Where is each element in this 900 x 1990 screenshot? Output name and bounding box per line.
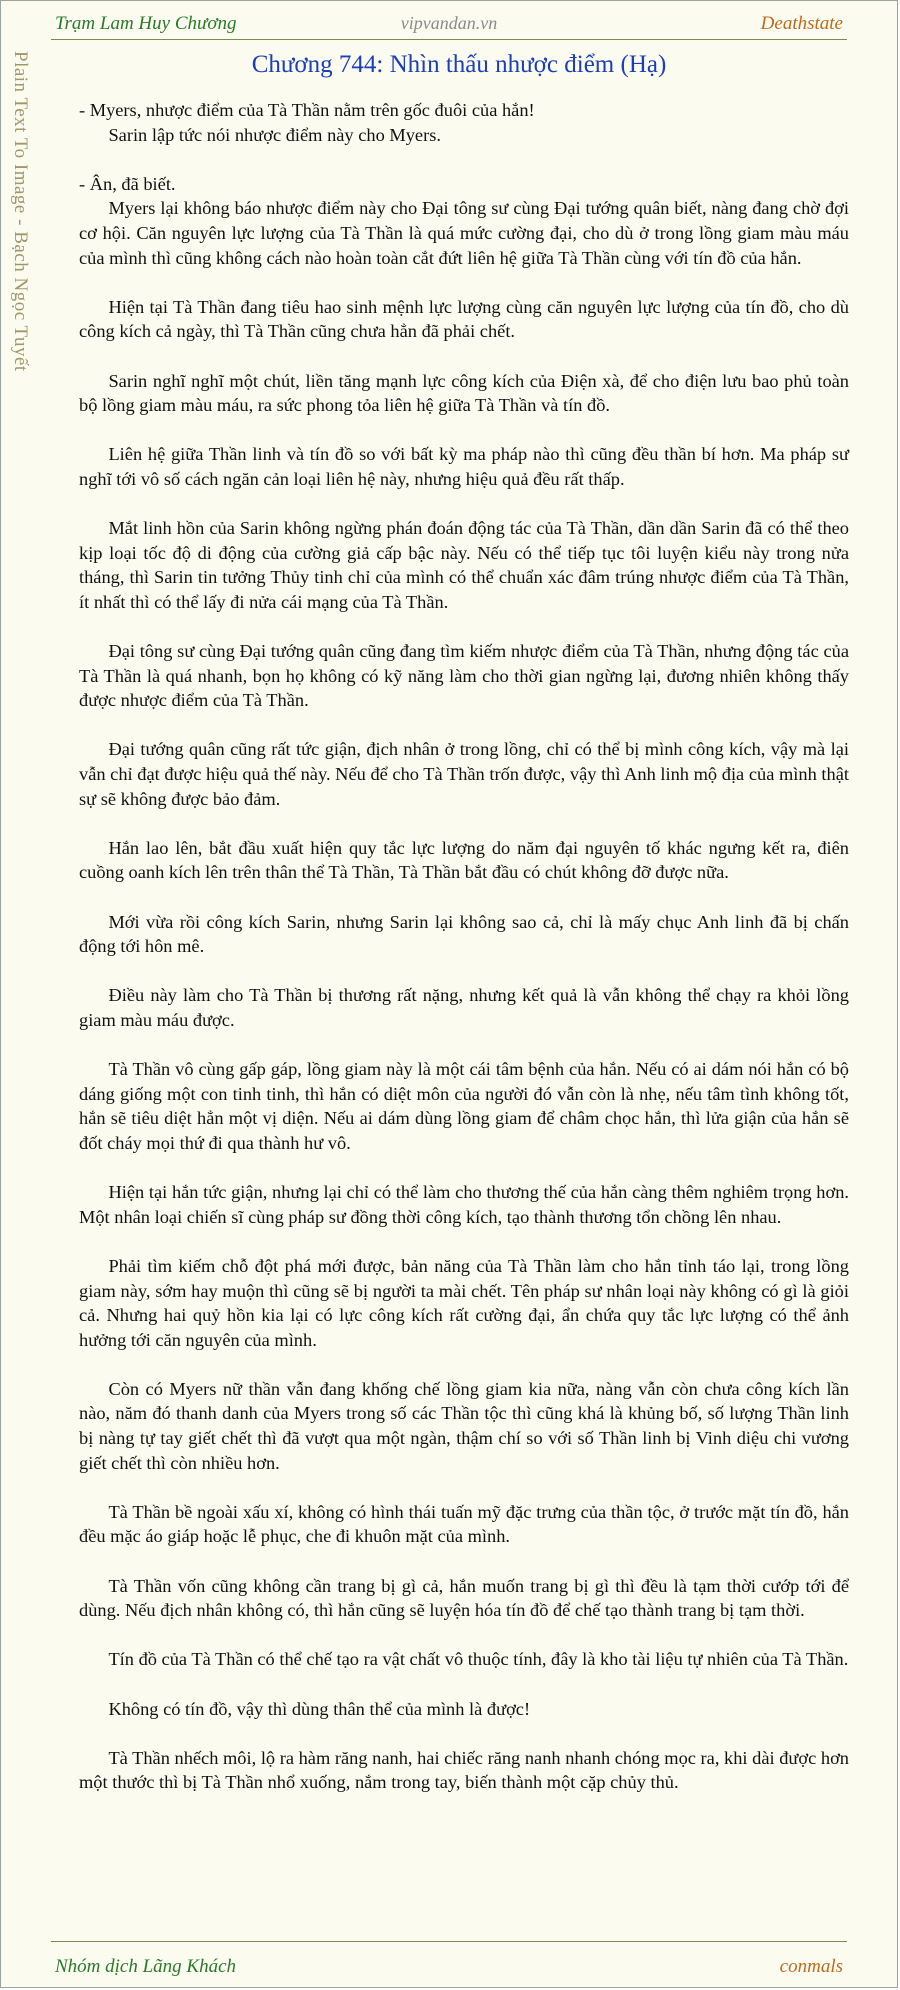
paragraph: Myers lại không báo nhược điểm này cho Đại tông sư cùng Đại tướng quân biết, nàng đang chờ đợi cơ hội. Căn nguyên lực lượng của Tà Thần là quá mức cường đại, cho dù ở trong lồng giam màu máu của mình thì cũng không cách nào hoàn toàn cắt đứt liên hệ giữa Tà Thần cùng với tín đồ của hắn. <box>79 198 849 268</box>
paragraph: Điều này làm cho Tà Thần bị thương rất nặng, nhưng kết quả là vẫn không thể chạy ra khỏi lồng giam màu máu được. <box>79 985 849 1030</box>
paragraph: Tín đồ của Tà Thần có thể chế tạo ra vật chất vô thuộc tính, đây là kho tài liệu tự nhiên của Tà Thần. <box>108 1649 849 1670</box>
paragraph: Tà Thần vốn cũng không cần trang bị gì cả, hắn muốn trang bị gì thì đều là tạm thời cướp tới để dùng. Nếu địch nhân không có, thì hắn cũng sẽ luyện hóa tín đồ để chế tạo thành trang bị tạm thời. <box>79 1575 849 1621</box>
paragraph: Liên hệ giữa Thần linh và tín đồ so với bất kỳ ma pháp nào thì cũng đều thần bí hơn. Ma pháp sư nghĩ tới vô số cách ngăn cản loại liên hệ này, nhưng hiệu quả đều rất thấp. <box>79 444 849 489</box>
header-author: Deathstate <box>760 13 843 34</box>
header-url: vipvandan.vn <box>400 13 498 33</box>
paragraph: Không có tín đồ, vậy thì dùng thân thể của mình là được! <box>108 1698 531 1719</box>
footer-editor: conmals <box>779 1956 843 1977</box>
chapter-content <box>79 98 849 1820</box>
paragraph: Mắt linh hồn của Sarin không ngừng phán đoán động tác của Tà Thần, dần dần Sarin đã có thể theo kịp loại tốc độ di động của cường giả cấp bậc này. Nếu có thể tiếp tục tôi luyện kiểu này trong nửa tháng, thì Sarin tin tưởng Thủy tinh chỉ của mình có thể chuẩn xác đâm trúng nhược điểm của Tà Thần, ít nhất thì có thể lấy đi nửa cái mạng của Tà Thần. <box>79 518 849 612</box>
sidebar-text: Plain Text To Image - Bạch Ngọc Tuyết <box>10 51 31 372</box>
paragraph: Hiện tại hắn tức giận, nhưng lại chỉ có thể làm cho thương thế của hắn càng thêm nghiêm trọng hơn. Một nhân loại chiến sĩ cùng pháp sư đồng thời công kích, tạo thành thương tổn chồng lên nhau. <box>79 1182 849 1227</box>
sidebar-watermark <box>9 51 49 551</box>
page-header <box>51 9 847 40</box>
footer-translator: Nhóm dịch Lãng Khách <box>55 1956 237 1977</box>
paragraph: Tà Thần nhếch môi, lộ ra hàm răng nanh, hai chiếc răng nanh nhanh chóng mọc ra, khi dài được hơn một thước thì bị Tà Thần nhổ xuống, nắm trong tay, biến thành một cặp chủy thủ. <box>79 1747 849 1793</box>
paragraph: Phải tìm kiếm chỗ đột phá mới được, bản năng của Tà Thần làm cho hắn tỉnh táo lại, trong lồng giam này, sớm hay muộn thì cũng sẽ bị người ta mài chết. Tên pháp sư nhân loại này không có gì là giỏi cả. Nhưng hai quỷ hồn kia lại có lực công kích rất cường đại, ẩn chứa quy tắc lực lượng có thể ảnh hưởng tới căn nguyên của mình. <box>79 1255 849 1350</box>
paragraph: Tà Thần vô cùng gấp gáp, lồng giam này là một cái tâm bệnh của hắn. Nếu có ai dám nói hắn có bộ dáng giống một con tinh tinh, thì hắn có diệt môn của người đó vẫn còn là nhẹ, nếu tâm tình không tốt, hắn sẽ tiêu diệt hẳn một vị diện. Nếu ai dám dùng lồng giam để châm chọc hắn, thì lửa giận của hắn sẽ đốt cháy mọi thứ đi qua thành hư vô. <box>79 1059 849 1153</box>
paragraph: - Ân, đã biết. <box>79 173 176 194</box>
header-site-name: Trạm Lam Huy Chương <box>55 13 237 34</box>
paragraph: Sarin lập tức nói nhược điểm này cho Myers. <box>108 124 441 145</box>
paragraph: Sarin nghĩ nghĩ một chút, liền tăng mạnh lực công kích của Điện xà, để cho điện lưu bao phủ toàn bộ lồng giam màu máu, ra sức phong tỏa liên hệ giữa Tà Thần và tín đồ. <box>79 370 849 416</box>
paragraph: Hiện tại Tà Thần đang tiêu hao sinh mệnh lực lượng cùng căn nguyên lực lượng của tín đồ, cho dù công kích cả ngày, thì Tà Thần cũng chưa hẳn đã phải chết. <box>79 296 849 342</box>
page-footer <box>51 1941 847 1982</box>
paragraph: Hắn lao lên, bắt đầu xuất hiện quy tắc lực lượng do năm đại nguyên tố khác ngưng kết ra, điên cuồng oanh kích lên trên thân thể Tà Thần, Tà Thần bắt đầu có chút không đỡ được nữa. <box>79 837 849 883</box>
paragraph: Đại tướng quân cũng rất tức giận, địch nhân ở trong lồng, chỉ có thể bị mình công kích, vậy mà lại vẫn chỉ đạt được hiệu quả thế này. Nếu để cho Tà Thần trốn được, vậy thì Anh linh mộ địa của mình thật sự sẽ không được bảo đảm. <box>79 739 849 809</box>
paragraph: Còn có Myers nữ thần vẫn đang khống chế lồng giam kia nữa, nàng vẫn còn chưa công kích lần nào, năm đó thanh danh của Myers trong số các Thần tộc thì cũng khá là khủng bố, số lượng Thần linh bị nàng tự tay giết chết thì đã vượt qua một ngàn, thậm chí so với số Thần linh bị Vinh diệu chi vương giết chết thì còn nhiều hơn. <box>79 1378 849 1473</box>
paragraph: Đại tông sư cùng Đại tướng quân cũng đang tìm kiếm nhược điểm của Tà Thần, nhưng động tác của Tà Thần là quá nhanh, bọn họ không có kỹ năng làm cho thời gian ngừng lại, đương nhiên không thấy được nhược điểm của Tà Thần. <box>79 641 849 711</box>
paragraph: Tà Thần bề ngoài xấu xí, không có hình thái tuấn mỹ đặc trưng của thần tộc, ở trước mặt tín đồ, hắn đều mặc áo giáp hoặc lễ phục, che đi khuôn mặt của mình. <box>79 1501 849 1547</box>
chapter-title: Chương 744: Nhìn thấu nhược điểm (Hạ) <box>251 51 667 78</box>
paragraph: Mới vừa rồi công kích Sarin, nhưng Sarin lại không sao cả, chỉ là mấy chục Anh linh đã bị chấn động tới hôn mê. <box>79 911 849 957</box>
paragraph: - Myers, nhược điểm của Tà Thần nằm trên gốc đuôi của hắn! <box>79 100 535 120</box>
